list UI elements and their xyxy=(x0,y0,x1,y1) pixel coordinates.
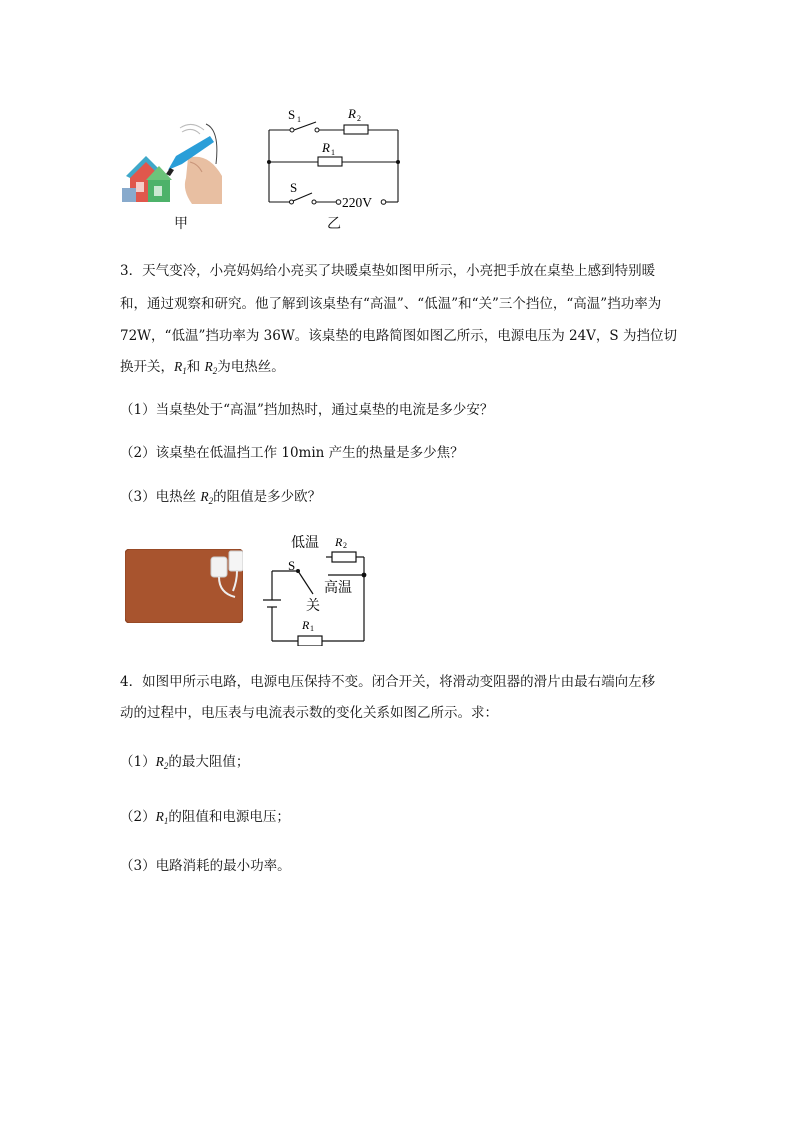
q4-line2: 动的过程中，电压表与电流表示数的变化关系如图乙所示。求： xyxy=(120,705,498,721)
label-r2-sub: 2 xyxy=(357,114,361,123)
label-r1-mid: R xyxy=(302,618,310,632)
q3-sub2: （2）该桌垫在低温挡工作 10min 产生的热量是多少焦？ xyxy=(120,445,464,461)
q3-line2: 和，通过观察和研究。他了解到该桌垫有“高温”、“低温”和“关”三个挡位，“高温”挡功率为 xyxy=(120,296,662,312)
q4-sub2: $(2)R_1$的阻值和电源电压； xyxy=(120,809,290,826)
label-low: 低温 xyxy=(291,535,319,551)
label-voltage: 220V xyxy=(342,195,372,210)
circuit-diagram-mid xyxy=(258,528,373,646)
label-r1-sub: 1 xyxy=(331,148,335,157)
label-s1-sub: 1 xyxy=(297,115,301,124)
circuit-diagram-top xyxy=(260,100,410,210)
pen-photo xyxy=(118,118,226,206)
label-high: 高温 xyxy=(324,580,352,596)
q3-line4: 换开关，$R_1$和 $R_2$为电热丝。 xyxy=(120,359,285,376)
label-s1: S xyxy=(288,107,296,122)
label-r1-mid-sub: 1 xyxy=(310,624,314,633)
caption-yi: 乙 xyxy=(327,216,341,232)
q4-sub1: $(1)R_2$的最大阻值； xyxy=(120,754,250,771)
q3-line1: 3．天气变冷，小亮妈妈给小亮买了块暖桌垫如图甲所示，小亮把手放在桌垫上感到特别暖 xyxy=(120,263,656,279)
label-r2-mid: R xyxy=(335,535,343,549)
q4-sub3: （3）电路消耗的最小功率。 xyxy=(120,858,291,874)
label-off: 关 xyxy=(306,598,320,614)
q3-sub1: （1）当桌垫处于“高温”挡加热时，通过桌垫的电流是多少安？ xyxy=(120,402,494,418)
q3-line3: 72W，“低温”挡功率为 36W。该桌垫的电路简图如图乙所示，电源电压为 24V，S 为挡位切 xyxy=(120,328,677,344)
heating-mat-photo xyxy=(125,549,243,623)
label-s-mid: S xyxy=(288,558,296,573)
caption-jia: 甲 xyxy=(174,216,188,232)
label-r2: R xyxy=(348,106,356,121)
label-r2-mid-sub: 2 xyxy=(343,541,347,550)
label-s: S xyxy=(290,180,298,195)
q4-line1: 4．如图甲所示电路，电源电压保持不变。闭合开关，将滑动变阻器的滑片由最右端向左移 xyxy=(120,674,656,690)
q3-sub3: （3）电热丝 $R_2$的阻值是多少欧？ xyxy=(120,489,322,506)
label-r1: R xyxy=(322,140,330,155)
